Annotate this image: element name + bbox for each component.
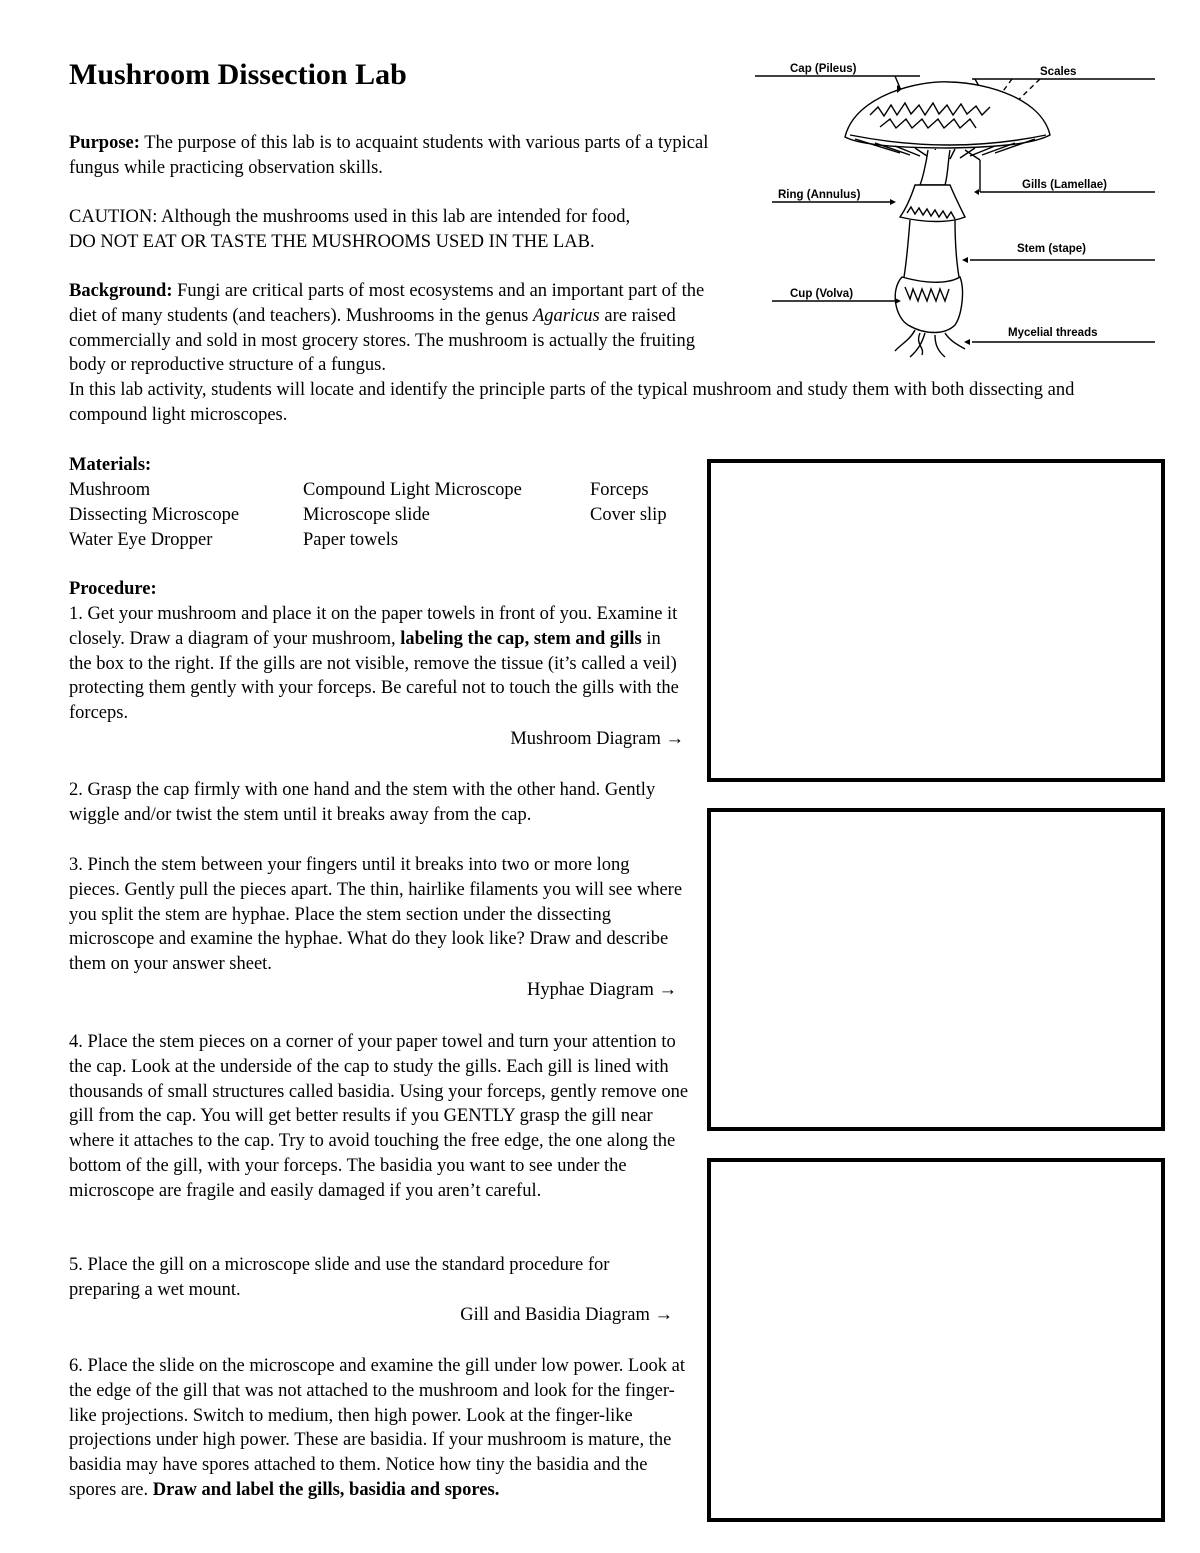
- purpose-paragraph: [69, 131, 729, 181]
- materials-column-2: [303, 478, 522, 552]
- caution-line-1: CAUTION: Although the mushrooms used in this lab are intended for food,: [69, 207, 631, 227]
- label-ring: Ring (Annulus): [778, 189, 861, 201]
- label-mycelial: Mycelial threads: [1008, 327, 1098, 339]
- background-text-1: Fungi are critical parts of most ecosystems and an important part of the diet of many students (and teachers). Mushrooms in the genus: [69, 281, 705, 326]
- label-gills: Gills (Lamellae): [1022, 179, 1108, 191]
- label-scales: Scales: [1040, 66, 1077, 78]
- procedure-step-3: 3. Pinch the stem between your fingers until it breaks into two or more long pieces. Gently pull the pieces apart. The thin, hairlike filaments you will see where you split the stem are hyphae. Place the stem section under the dissecting microscope and examine the hyphae. What do they look like? Draw and describe them on your answer sheet.: [69, 855, 683, 975]
- materials-heading: Materials:: [69, 455, 152, 475]
- label-volva: Cup (Volva): [790, 288, 854, 300]
- step-1-text-b: in the box to the right. If the gills are not visible, remove the tissue (it’s called a veil) protecting them gently with your forceps. Be careful not to touch the gills with the forceps.: [69, 628, 679, 724]
- material-item: Paper towels: [303, 529, 399, 550]
- step-1-text-a: 1. Get your mushroom and place it on the paper towels in front of you. Examine it closely. Draw a diagram of your mushroom,: [69, 604, 678, 649]
- materials-column-1: [69, 478, 239, 552]
- background-activity: In this lab activity, students will locate and identify the principle parts of the typical mushroom and study them with both dissecting and compound light microscopes.: [69, 380, 1075, 425]
- material-item: Cover slip: [590, 504, 667, 525]
- purpose-text: The purpose of this lab is to acquaint students with various parts of a typical fungus while practicing observation skills.: [69, 133, 709, 178]
- label-cap: Cap (Pileus): [790, 63, 857, 75]
- step-6-bold: Draw and label the gills, basidia and spores.: [152, 1479, 500, 1500]
- step-1-bold: labeling the cap, stem and gills: [400, 628, 642, 649]
- page-title: Mushroom Dissection Lab: [69, 58, 407, 91]
- procedure-heading: Procedure:: [69, 579, 157, 599]
- label-stem: Stem (stape): [1017, 243, 1087, 255]
- caution-line-2: DO NOT EAT OR TASTE THE MUSHROOMS USED IN THE LAB.: [69, 231, 595, 252]
- gill-basidia-diagram-caption: Gill and Basidia Diagram →: [460, 1305, 673, 1325]
- material-item: Mushroom: [69, 480, 151, 500]
- mushroom-anatomy-diagram: [750, 55, 1160, 360]
- background-label: Background:: [69, 281, 173, 301]
- procedure-step-2: 2. Grasp the cap firmly with one hand and the stem with the other hand. Gently wiggle and/or twist the stem until it breaks away from the cap.: [69, 780, 656, 825]
- materials-column-3: [590, 478, 667, 528]
- background-text-2: are raised commercially and sold in most grocery stores. The mushroom is actually the fruiting body or reproductive structure of a fungus.: [69, 305, 695, 376]
- material-item: Forceps: [590, 480, 649, 500]
- mushroom-drawing-box[interactable]: [707, 459, 1165, 782]
- material-item: Dissecting Microscope: [69, 504, 240, 525]
- mushroom-diagram-caption: Mushroom Diagram →: [510, 729, 684, 749]
- background-paragraph: [69, 279, 734, 378]
- procedure-step-5: 5. Place the gill on a microscope slide and use the standard procedure for preparing a wet mount.: [69, 1255, 610, 1300]
- material-item: Water Eye Dropper: [69, 529, 213, 550]
- genus-name: Agaricus: [532, 305, 600, 326]
- caution-paragraph: [69, 205, 749, 255]
- material-item: Microscope slide: [303, 504, 430, 525]
- procedure-step-4: 4. Place the stem pieces on a corner of your paper towel and turn your attention to the cap. Look at the underside of the cap to study the gills. Each gill is lined with thousands of small structures called basidia. Using your forceps, gently remove one gill from the cap. You will get better results if you GENTLY grasp the gill near where it attaches to the cap. Try to avoid touching the free edge, the one along the bottom of the gill, with your forceps. The basidia you want to see under the microscope are fragile and easily damaged if you aren’t careful.: [69, 1032, 689, 1201]
- gill-basidia-drawing-box[interactable]: [707, 1158, 1165, 1522]
- purpose-label: Purpose:: [69, 133, 140, 153]
- hyphae-diagram-caption: Hyphae Diagram →: [526, 980, 677, 1000]
- step-6-text: 6. Place the slide on the microscope and examine the gill under low power. Look at the edge of the gill that was not attached to the mushroom and look for the finger-like projections. Switch to medium, then high power. Look at the finger-like projections under high power. These are basidia. If your mushroom is mature, the basidia may have spores attached to them. Notice how tiny the basidia and the spores are.: [69, 1356, 685, 1500]
- procedure-step-1: [69, 602, 684, 726]
- material-item: Compound Light Microscope: [303, 480, 522, 500]
- hyphae-drawing-box[interactable]: [707, 808, 1165, 1131]
- procedure-step-6: [69, 1354, 691, 1503]
